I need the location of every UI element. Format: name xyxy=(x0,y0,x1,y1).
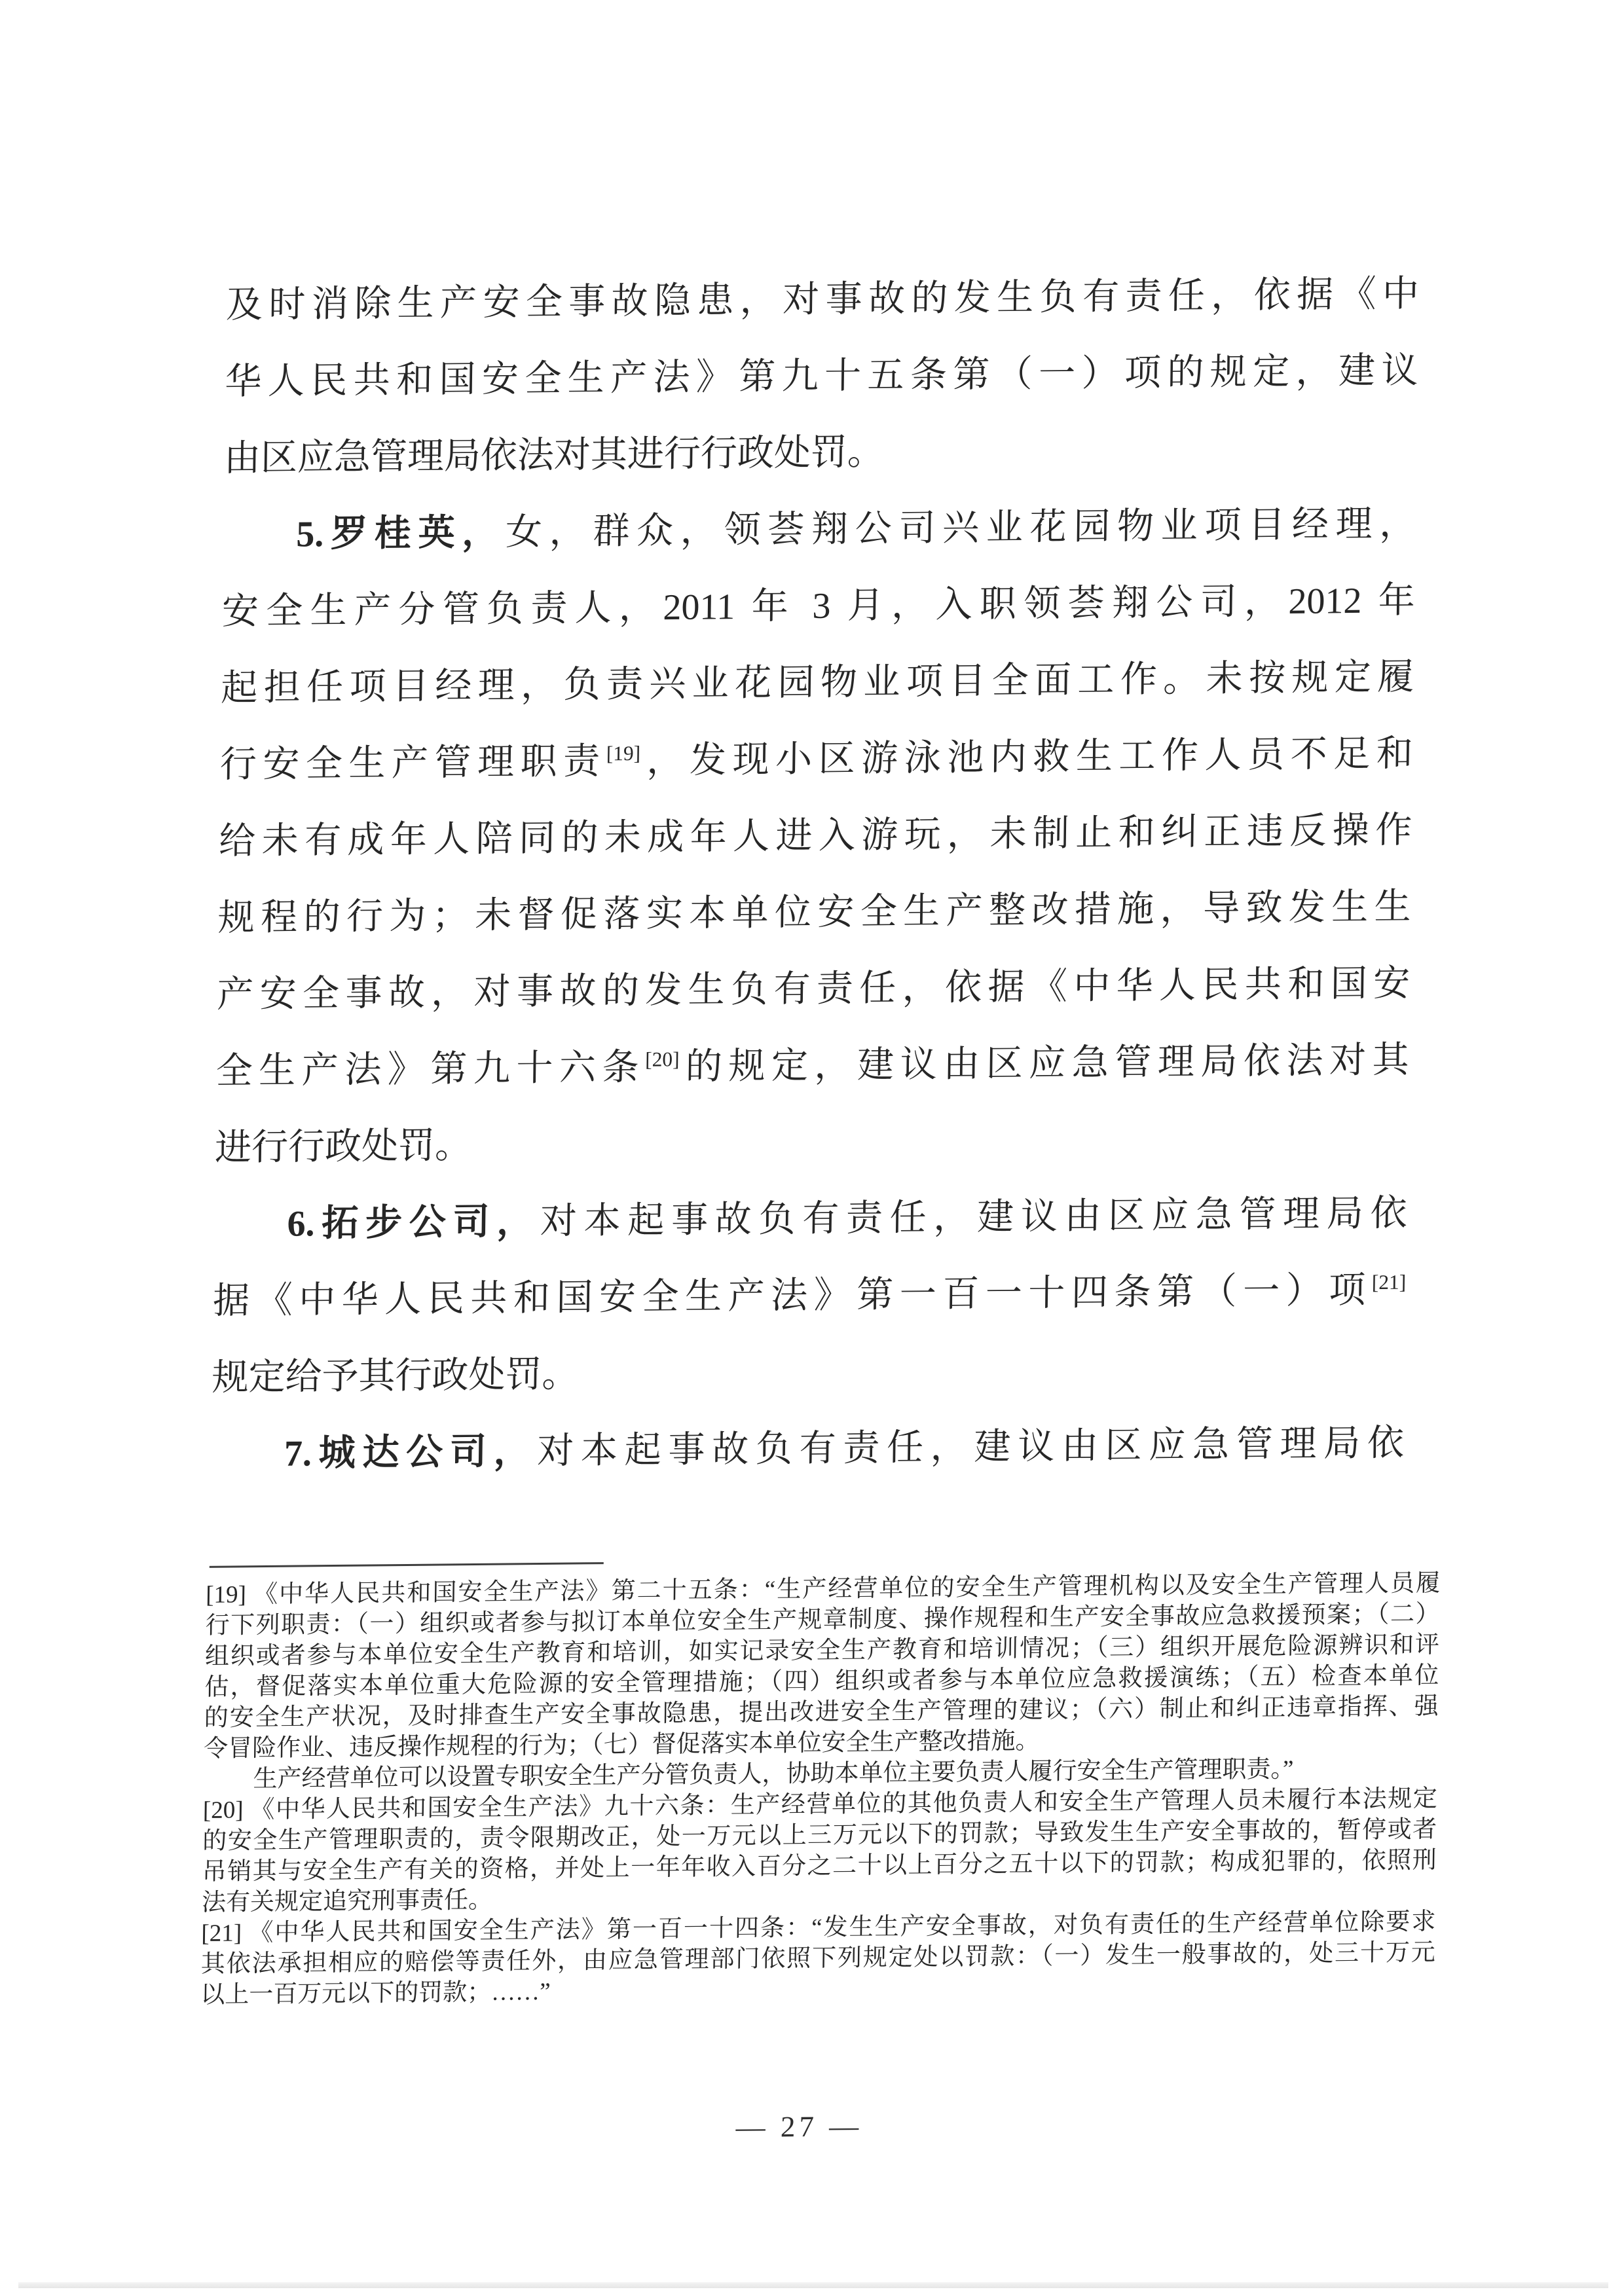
text-segment: 法有关规定追究刑事责任。 xyxy=(201,1886,493,1917)
text-segment: 其依法承担相应的赔偿等责任外，由应急管理部门依照下列规定处以罚款：（一）发生一般事故的，处三十万元 xyxy=(200,1939,1436,1978)
text-segment: 对本起事故负有责任，建议由区应急管理局依 xyxy=(536,1423,1405,1472)
footnote xyxy=(203,1568,1440,1795)
body-line xyxy=(213,1175,1407,1264)
body-line xyxy=(212,1252,1406,1340)
body-line xyxy=(225,333,1418,421)
footnote-separator xyxy=(210,1562,604,1568)
text-segment: 组织或者参与本单位安全生产教育和培训，如实记录安全生产教育和培训情况；（三）组织开展危险源辨识和评 xyxy=(204,1631,1440,1670)
footnote-ref: [21] xyxy=(1371,1270,1407,1294)
text-segment: 对本起事故负有责任，建议由区应急管理局依 xyxy=(540,1193,1407,1242)
body-line xyxy=(216,945,1410,1034)
text-segment: 估，督促落实本单位重大危险源的安全管理措施；（四）组织或者参与本单位应急救援演练；（五）检查本单位 xyxy=(204,1662,1439,1701)
report-body xyxy=(210,256,1419,1493)
text-segment: 行安全生产管理职责 xyxy=(219,740,607,786)
text-segment: 以上一百万元以下的罚款；……” xyxy=(200,1978,551,2009)
text-segment: 7.城达公司， xyxy=(284,1431,538,1474)
text-segment: 令冒险作业、违反操作规程的行为；（七）督促落实本单位安全生产整改措施。 xyxy=(203,1727,1040,1762)
text-segment: [19] 《中华人民共和国安全生产法》第二十五条：“生产经营单位的安全生产管理机构以及安全生产管理人员履 xyxy=(205,1569,1441,1609)
text-segment: 行下列职责：（一）组织或者参与拟订本单位安全生产规章制度、操作规程和生产安全事故应急救援预案；（二） xyxy=(205,1600,1440,1639)
text-segment: 全生产法》第九十六条 xyxy=(215,1047,646,1092)
text-segment: 及时消除生产安全事故隐患，对事故的发生负有责任，依据《中 xyxy=(225,274,1420,326)
text-segment: 起担任项目经理，负责兴业花园物业项目全面工作。未按规定履 xyxy=(220,657,1414,709)
body-line xyxy=(219,716,1413,804)
body-line xyxy=(223,409,1417,498)
body-line xyxy=(215,1022,1409,1110)
text-segment: 吊销其与安全生产有关的资格，并处上一年年收入百分之二十以上百分之五十以下的罚款；构成犯罪的，依照刑 xyxy=(202,1846,1437,1886)
text-segment: 6.拓步公司， xyxy=(287,1201,541,1245)
body-line xyxy=(225,256,1419,344)
text-segment: 的安全生产管理职责的，责令限期改正，处一万元以上三万元以下的罚款；导致发生生产安全事故的，暂停或者 xyxy=(202,1815,1437,1855)
text-segment: 由区应急管理局依法对其进行行政处罚。 xyxy=(223,431,885,479)
text-segment: 5.罗桂英， xyxy=(295,512,506,555)
footnote-ref: [19] xyxy=(606,741,641,765)
footnote xyxy=(202,1783,1437,1918)
footnotes xyxy=(200,1568,1441,2011)
text-segment: 华人民共和国安全生产法》第九十五条第（一）项的规定，建议 xyxy=(225,350,1418,403)
text-segment: 的安全生产状况，及时排查生产安全事故隐患，提出改进安全生产管理的建议；（六）制止和纠正违章指挥、强 xyxy=(204,1692,1439,1732)
body-line xyxy=(223,486,1416,574)
text-segment: 安全生产分管负责人，2011 年 3 月，入职领荟翔公司，2012 年 xyxy=(221,580,1416,632)
body-line xyxy=(214,1099,1408,1187)
text-segment: 生产经营单位可以设置专职安全生产分管负责人，协助本单位主要负责人履行安全生产管理职责。” xyxy=(253,1755,1294,1793)
text-segment: [21] 《中华人民共和国安全生产法》第一百一十四条：“发生生产安全事故，对负有责任的生产经营单位除要求 xyxy=(201,1908,1436,1948)
text-segment: [20] 《中华人民共和国安全生产法》九十六条：生产经营单位的其他负责人和安全生产管理人员未履行本法规定 xyxy=(202,1785,1438,1824)
body-line xyxy=(212,1328,1405,1417)
text-segment: 进行行政处罚。 xyxy=(214,1125,472,1169)
footnote-ref: [20] xyxy=(645,1048,680,1071)
text-segment: 给未有成年人陪同的未成年人进入游玩，未制止和纠正违反操作 xyxy=(218,810,1412,862)
text-segment: 的规定，建议由区应急管理局依法对其 xyxy=(678,1040,1410,1087)
text-segment: ，发现小区游泳池内救生工作人员不足和 xyxy=(640,733,1414,782)
page-number xyxy=(0,2102,1612,2151)
page-number-label: — 27 — xyxy=(735,2109,863,2144)
text-segment: 产安全事故，对事故的发生负有责任，依据《中华人民共和国安 xyxy=(216,963,1411,1015)
text-segment: 据《中华人民共和国安全生产法》第一百一十四条第（一）项 xyxy=(212,1269,1373,1322)
body-line xyxy=(210,1405,1404,1493)
body-line xyxy=(217,869,1411,957)
text-segment: 规程的行为；未督促落实本单位安全生产整改措施，导致发生生 xyxy=(217,886,1412,939)
scan-bottom-edge xyxy=(18,2282,1608,2288)
text-segment: 规定给予其行政处罚。 xyxy=(212,1354,579,1398)
body-line xyxy=(219,792,1412,881)
body-line xyxy=(221,639,1414,727)
text-segment: 女，群众，领荟翔公司兴业花园物业项目经理， xyxy=(505,503,1416,553)
body-line xyxy=(221,562,1415,651)
footnote xyxy=(200,1906,1436,2011)
